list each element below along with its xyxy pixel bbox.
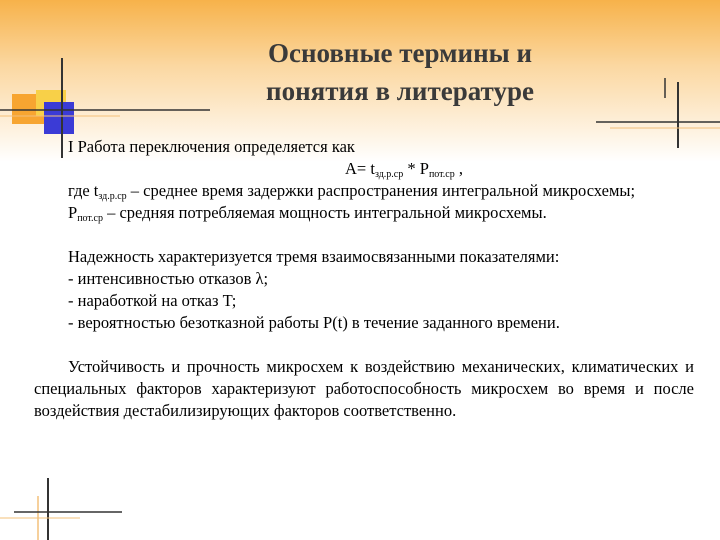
power-subscript: пот.ср <box>77 213 103 224</box>
formula-subscript-delay: зд.р.ср <box>374 169 404 180</box>
reliability-item-probability: - вероятностью безотказной работы P(t) в течение заданного времени. <box>68 313 560 332</box>
title-line-2: понятия в литературе <box>266 76 534 106</box>
formula-lhs: A= t <box>345 159 375 178</box>
delay-prefix: где t <box>68 181 99 200</box>
reliability-item-mtbf: - наработкой на отказ T; <box>68 291 237 310</box>
formula-end: , <box>454 159 463 178</box>
delay-subscript: зд.р.ср <box>98 191 127 202</box>
title-line-1: Основные термины и <box>267 38 533 68</box>
slide-title <box>150 34 650 110</box>
spacer <box>34 224 694 246</box>
slide-body <box>34 136 694 422</box>
roman-marker: I <box>68 137 74 156</box>
power-text: – средняя потребляемая мощность интегральной микросхемы. <box>102 203 547 222</box>
blue-square <box>44 102 74 134</box>
power-definition <box>34 202 694 224</box>
formula-subscript-power: пот.ср <box>428 169 455 180</box>
spacer <box>34 334 694 356</box>
power-symbol: P <box>68 203 78 222</box>
delay-definition <box>34 180 694 202</box>
stability-paragraph: Устойчивость и прочность микросхем к воздействию механических, климатических и специальных факторов характеризуют работоспособность микросхем во время и после воздействия дестабилизирующих факторов соответственно. <box>34 357 694 420</box>
formula-mid: * P <box>403 159 429 178</box>
switching-work-intro <box>34 136 694 158</box>
switching-work-text: Работа переключения определяется как <box>77 137 355 156</box>
reliability-item-failure-rate: - интенсивностью отказов λ; <box>68 269 269 288</box>
switching-work-formula <box>34 158 694 180</box>
delay-text: – среднее время задержки распространения интегральной микросхемы; <box>126 181 636 200</box>
reliability-intro: Надежность характеризуется тремя взаимосвязанными показателями: <box>68 247 560 266</box>
